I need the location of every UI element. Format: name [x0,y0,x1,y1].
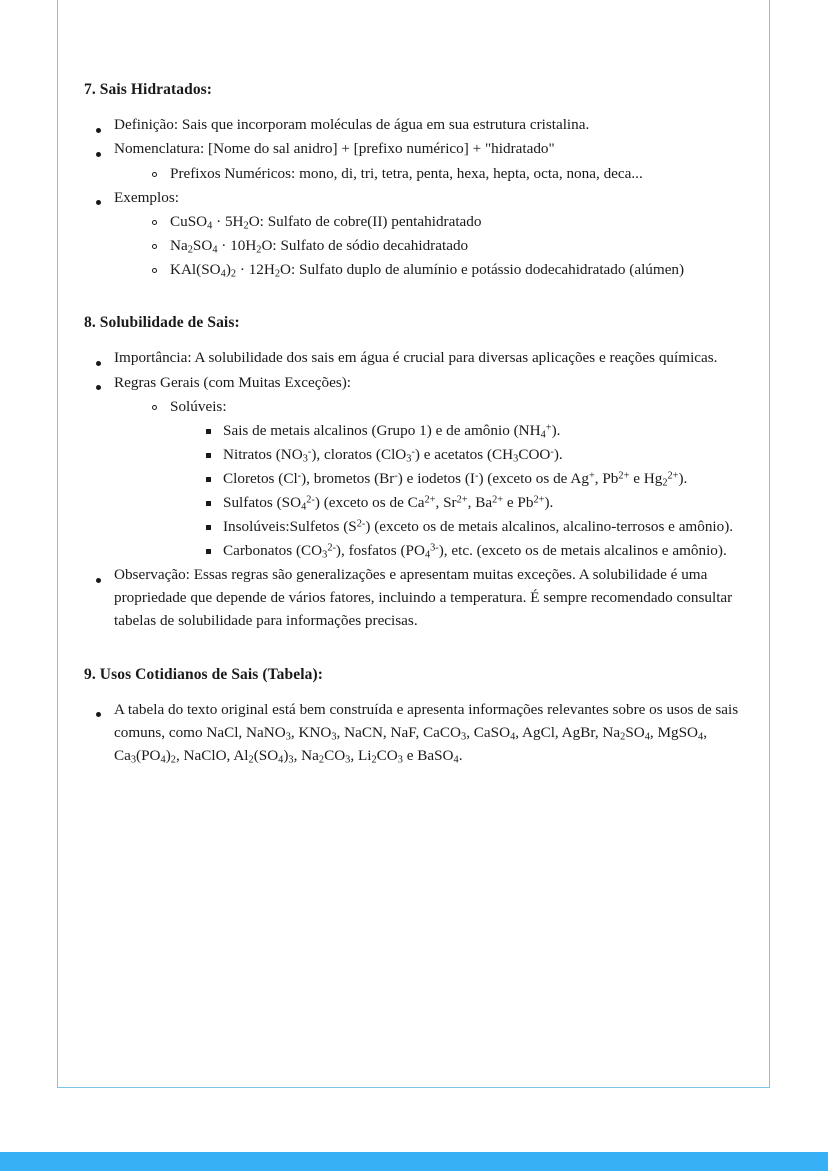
list-item-text: $KAl(SO_4)_2 \cdot 12H_2O$: Sulfato duplo de alumínio e potássio dodecahidratado (alúmen) [170,260,685,280]
bullet-disc-icon [96,371,101,394]
list-item-text: CuSO$_4$ · $5H_2O$: Sulfato de cobre(II) pentahidratado [170,212,482,232]
bullet-disc-icon [96,186,101,209]
section-list-usos-cotidianos [84,698,744,767]
list-item [142,210,744,233]
section-heading-usos-cotidianos: 9. Usos Cotidianos de Sais (Tabela): [84,665,324,683]
list-item-text: A tabela do texto original está bem construída e apresenta informações relevantes sobre os usos de sais comuns, como NaCl, NaNO$_3$, $KNO_3$, NaCN, NaF, CaCO$_3$, CaSO$_4$, AgCl, AgBr, $Na_2SO_4$, MgSO$_4$, $Ca_3(PO_4)_2$, NaClO, $Al_2(SO_4)_3$, $Na_2CO_3$, $Li_2CO_3$ e BaSO$_4$. [114,700,739,766]
bullet-disc-icon [96,113,101,136]
list-item [198,539,744,562]
list-item-text: Definição: Sais que incorporam moléculas de água em sua estrutura cristalina. [114,116,590,134]
list-item-text: $Na_2SO_4 \cdot 10H_2O$: Sulfato de sódio decahidratado [170,236,469,256]
section-heading-sais-hidratados: 7. Sais Hidratados: [84,81,213,98]
list-item [198,419,744,442]
list-item [198,515,744,538]
bullet-square-icon [206,468,211,488]
list-item-text: Cloretos (Cl-), brometos (Br-) e iodetos (I-) (exceto os de Ag+, $Pb^{2+}$ e $Hg_2^{2+}$). [223,469,688,489]
section-heading-solubilidade-de-sais: 8. Solubilidade de Sais: [84,314,240,332]
nested-list [114,210,744,281]
nested-list [114,162,744,185]
bullet-disc-icon [96,698,101,721]
bullet-disc-icon [96,563,101,586]
list-item [198,443,744,466]
list-item [84,137,744,184]
list-item [198,467,744,490]
list-item-text: Observação: Essas regras são generalizações e apresentam muitas exceções. A solubilidade é uma propriedade que depende de vários fatores, incluindo a temperatura. É sempre recomendado consultar tabelas de solubilidade para informações precisas. [114,566,733,630]
list-item-text: Sulfatos $(SO_4^{2-})$ (exceto os de $Ca^{2+}$, $Sr^{2+}$, $Ba^{2+}$ e $Pb^{2+}$). [223,493,554,513]
list-item [84,563,744,632]
bullet-square-icon [206,444,211,464]
list-item [84,186,744,281]
list-item [84,113,744,136]
section-list-solubilidade-de-sais [84,346,744,632]
list-item-text: Nitratos $(NO_3^-)$, cloratos (ClO$_3$-) e acetatos $(CH_3COO^-)$. [223,445,563,465]
list-item [84,346,744,369]
list-item [142,258,744,281]
list-item-text: Solúveis: [170,397,227,415]
document-content [84,80,744,768]
bullet-square-icon [206,516,211,536]
list-item-text: Prefixos Numéricos: mono, di, tri, tetra, penta, hexa, hepta, octa, nona, deca... [170,164,643,182]
list-item-text: Insolúveis:Sulfetos $(S^{2-})$ (exceto os de metais alcalinos, alcalino-terrosos e amônio). [223,518,734,536]
bullet-square-icon [206,420,211,440]
bullet-square-icon [206,492,211,512]
list-item-text: Sais de metais alcalinos (Grupo 1) e de amônio $(NH_4^+)$. [223,421,561,441]
list-item [84,371,744,563]
list-item-text: Nomenclatura: [Nome do sal anidro] + [prefixo numérico] + "hidratado" [114,140,555,158]
bullet-square-icon [206,540,211,560]
bottom-accent-bar [0,1152,828,1171]
bullet-circle-icon [152,211,157,230]
list-item [84,698,744,767]
section-list-sais-hidratados [84,113,744,281]
list-item [198,491,744,514]
bullet-disc-icon [96,346,101,369]
list-item [142,162,744,185]
list-item [142,234,744,257]
nested-list [170,419,744,563]
bullet-disc-icon [96,137,101,160]
bullet-circle-icon [152,396,157,415]
bullet-circle-icon [152,235,157,254]
list-item-text: Carbonatos $(CO_3^{2-})$, fosfatos $(PO_4^{3-})$, etc. (exceto os de metais alcalinos e amônio). [223,542,727,561]
document-page [57,0,770,1088]
list-item-text: Regras Gerais (com Muitas Exceções): [114,373,352,391]
bullet-circle-icon [152,259,157,278]
list-item [142,395,744,563]
nested-list [114,395,744,563]
bullet-circle-icon [152,163,157,182]
list-item-text: Importância: A solubilidade dos sais em água é crucial para diversas aplicações e reações químicas. [114,349,718,367]
list-item-text: Exemplos: [114,188,179,206]
